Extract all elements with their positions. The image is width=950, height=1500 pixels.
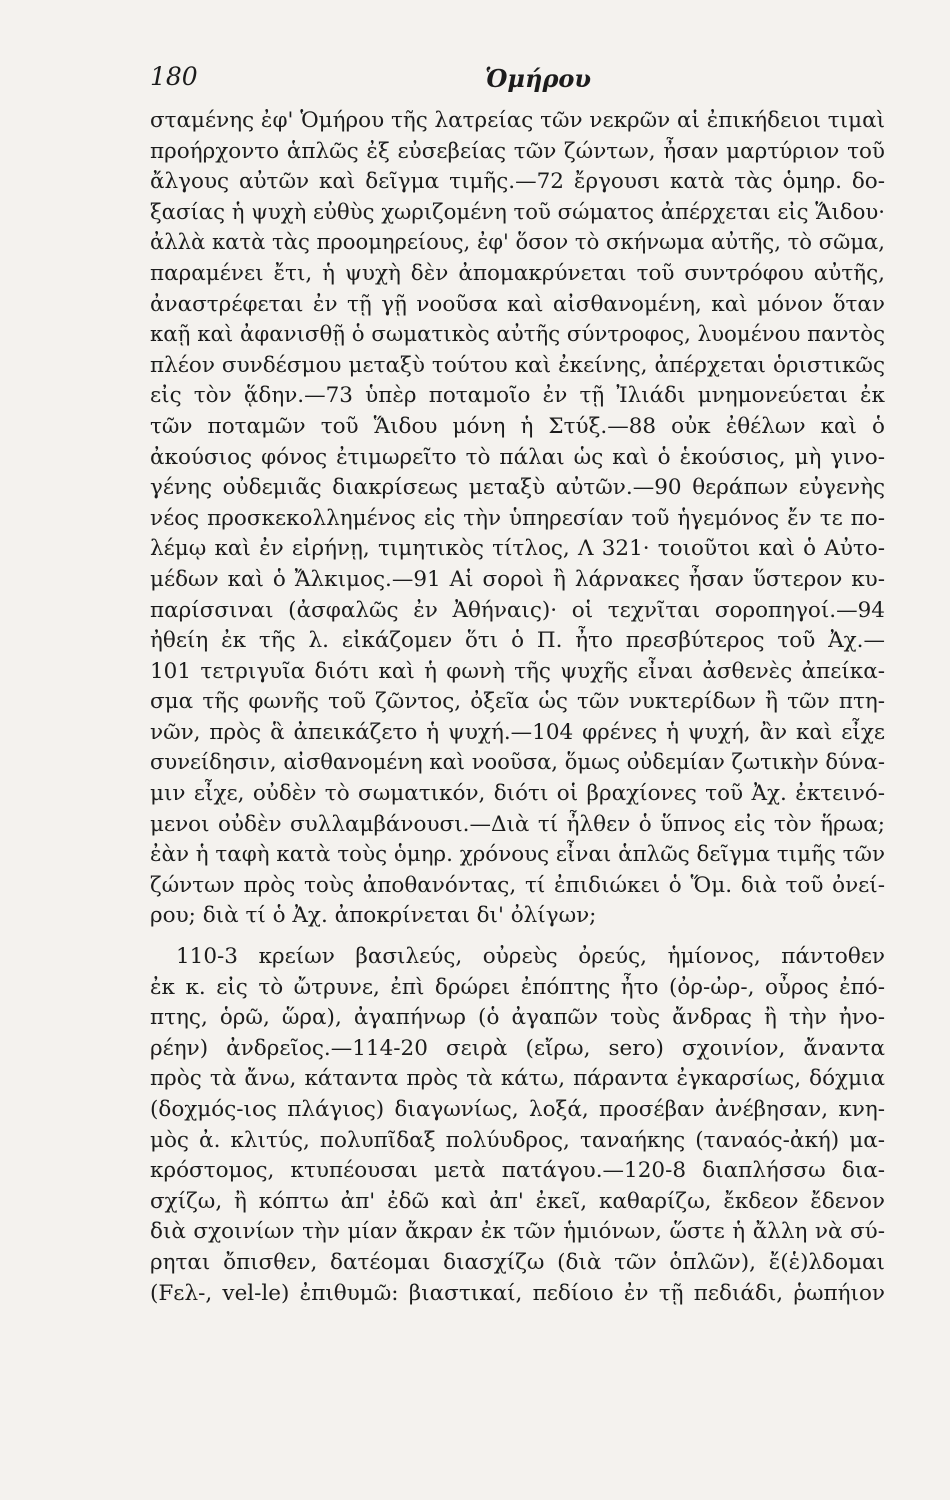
text-line: 101 τετριγυῖα διότι καὶ ἡ φωνὴ τῆς ψυχῆς εἶναι ἀσθενὲς ἀπείκα- [150, 658, 885, 684]
text-line: ζώντων πρὸς τοὺς ἀποθανόντας, τί ἐπιδιώκει ὁ Ὅμ. διὰ τοῦ ὀνεί- [150, 872, 885, 898]
text-line: πλέον συνδέσμου μεταξὺ τούτου καὶ ἐκείνης, ἀπέρχεται ὁριστικῶς [150, 352, 885, 378]
text-line: διὰ σχοινίων τὴν μίαν ἄκραν ἐκ τῶν ἡμιόνων, ὥστε ἡ ἄλλη νὰ σύ- [150, 1219, 885, 1245]
running-head: Ὁμήρου [485, 64, 592, 93]
text-line: νέος προσκεκολλημένος εἰς τὴν ὑπηρεσίαν τοῦ ἡγεμόνος ἔν τε πο- [150, 505, 885, 531]
text-line: πρὸς τὰ ἄνω, κάταντα πρὸς τὰ κάτω, πάραντα ἐγκαρσίως, δόχμια [150, 1066, 885, 1092]
text-line: μενοι οὐδὲν συλλαμβάνουσι.—Διὰ τί ἦλθεν ὁ ὕπνος εἰς τὸν ἥρωα; [150, 811, 885, 837]
text-line: (Fελ-, vel-le) ἐπιθυμῶ: βιαστικαί, πεδίοιο ἐν τῇ πεδιάδι, ῥωπήιον [150, 1280, 885, 1306]
commentary-text [150, 106, 885, 1309]
text-line: νῶν, πρὸς ἃ ἀπεικάζετο ἡ ψυχή.—104 φρένες ἡ ψυχή, ἂν καὶ εἶχε [150, 719, 885, 745]
text-line: πτης, ὁρῶ, ὥρα), ἀγαπήνωρ (ὁ ἀγαπῶν τοὺς ἄνδρας ἢ τὴν ἠνο- [150, 1005, 885, 1031]
text-line: ἠθείη ἐκ τῆς λ. εἰκάζομεν ὅτι ὁ Π. ἦτο πρεσβύτερος τοῦ Ἀχ.— [150, 628, 885, 654]
text-line: 110-3 κρείων βασιλεύς, οὐρεὺς ὀρεύς, ἡμίονος, πάντοθεν [176, 944, 885, 970]
page-number: 180 [150, 62, 198, 91]
text-line: ρου; διὰ τί ὁ Ἀχ. ἀποκρίνεται δι' ὀλίγων; [150, 903, 597, 929]
text-line: ἀκούσιος φόνος ἐτιμωρεῖτο τὸ πάλαι ὡς καὶ ὁ ἑκούσιος, μὴ γινο- [150, 444, 885, 470]
text-line: ἄλγους αὐτῶν καὶ δεῖγμα τιμῆς.—72 ἔργουσι κατὰ τὰς ὁμηρ. δο- [150, 169, 885, 195]
text-line: σμα τῆς φωνῆς τοῦ ζῶντος, ὀξεῖα ὡς τῶν νυκτερίδων ἢ τῶν πτη- [150, 689, 885, 715]
text-line: σχίζω, ἢ κόπτω ἀπ' ἐδῶ καὶ ἀπ' ἐκεῖ, καθαρίζω, ἔκδεον ἔδενον [150, 1188, 885, 1214]
text-line: ἀναστρέφεται ἐν τῇ γῇ νοοῦσα καὶ αἰσθανομένη, καὶ μόνον ὅταν [150, 291, 885, 317]
text-line: ἐκ κ. εἰς τὸ ὤτρυνε, ἐπὶ δρώρει ἐπόπτης ἦτο (ὀρ-ὠρ-, οὖρος ἐπό- [150, 974, 885, 1000]
page-header [150, 62, 880, 102]
text-line: κρόστομος, κτυπέουσαι μετὰ πατάγου.—120-8 διαπλήσσω δια- [150, 1158, 885, 1184]
text-line: παραμένει ἔτι, ἡ ψυχὴ δὲν ἀπομακρύνεται τοῦ συντρόφου αὐτῆς, [150, 260, 885, 286]
text-line: εἰς τὸν ᾅδην.—73 ὑπὲρ ποταμοῖο ἐν τῇ Ἰλιάδι μνημονεύεται ἐκ [150, 383, 885, 409]
text-line: καῇ καὶ ἀφανισθῇ ὁ σωματικὸς αὐτῆς σύντροφος, λυομένου παντὸς [150, 322, 885, 348]
text-line: ρέην) ἀνδρεῖος.—114-20 σειρὰ (εἴρω, sero) σχοινίον, ἄναντα [150, 1035, 885, 1061]
text-line: σταμένης ἐφ' Ὁμήρου τῆς λατρείας τῶν νεκρῶν αἱ ἐπικήδειοι τιμαὶ [150, 108, 885, 133]
text-line: μιν εἶχε, οὐδὲν τὸ σωματικόν, διότι οἱ βραχίονες τοῦ Ἀχ. ἐκτεινό- [150, 781, 885, 807]
text-line: ρηται ὄπισθεν, δατέομαι διασχίζω (διὰ τῶν ὁπλῶν), ἔ(ἑ)λδομαι [150, 1249, 885, 1275]
text-line: μέδων καὶ ὁ Ἄλκιμος.—91 Αἱ σοροὶ ἢ λάρνακες ἦσαν ὕστερον κυ- [150, 566, 885, 592]
text-line: γένης οὐδεμιᾶς διακρίσεως μεταξὺ αὐτῶν.—90 θεράπων εὐγενὴς [150, 475, 885, 501]
text-line: μὸς ἀ. κλιτύς, πολυπῖδαξ πολύυδρος, ταναήκης (ταναός-ἀκή) μα- [150, 1127, 885, 1153]
text-line: προήρχοντο ἁπλῶς ἐξ εὐσεβείας τῶν ζώντων, ἦσαν μαρτύριον τοῦ [150, 138, 885, 164]
text-line: ἀλλὰ κατὰ τὰς προομηρείους, ἐφ' ὅσον τὸ σκήνωμα αὐτῆς, τὸ σῶμα, [150, 230, 885, 256]
text-line: τῶν ποταμῶν τοῦ Ἅιδου μόνη ἡ Στύξ.—88 οὐκ ἐθέλων καὶ ὁ [150, 413, 885, 439]
text-line: συνείδησιν, αἰσθανομένη καὶ νοοῦσα, ὅμως οὐδεμίαν ζωτικὴν δύνα- [150, 750, 885, 776]
text-line: ἐὰν ἡ ταφὴ κατὰ τοὺς ὁμηρ. χρόνους εἶναι ἁπλῶς δεῖγμα τιμῆς τῶν [150, 842, 885, 868]
text-line: ξασίας ἡ ψυχὴ εὐθὺς χωριζομένη τοῦ σώματος ἀπέρχεται εἰς Ἅιδου· [150, 199, 885, 225]
text-line: (δοχμός-ιος πλάγιος) διαγωνίως, λοξά, προσέβαν ἀνέβησαν, κνη- [150, 1097, 885, 1122]
text-line: λέμῳ καὶ ἐν εἰρήνῃ, τιμητικὸς τίτλος, Λ 321· τοιοῦτοι καὶ ὁ Αὐτο- [150, 536, 885, 562]
text-line: παρίσσιναι (ἀσφαλῶς ἐν Ἀθήναις)· οἱ τεχνῖται σοροπηγοί.—94 [150, 597, 885, 623]
